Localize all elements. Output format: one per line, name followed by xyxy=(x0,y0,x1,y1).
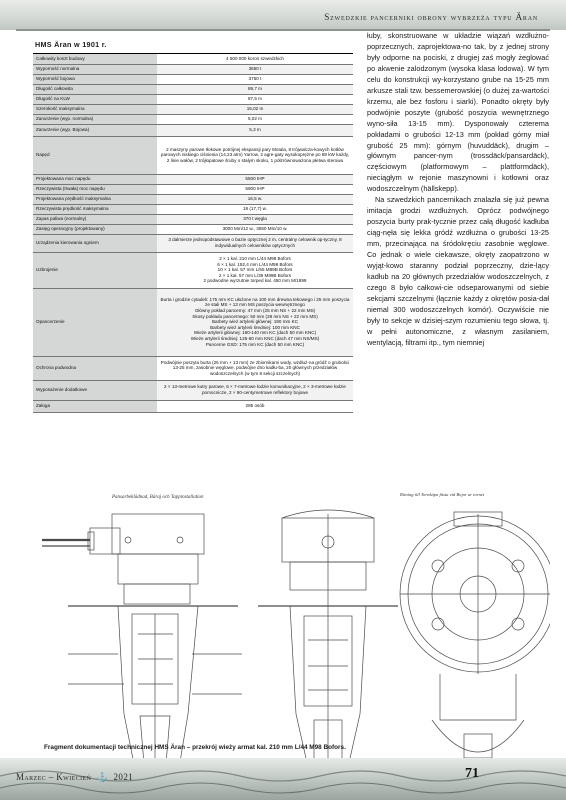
spec-label: Zapas paliwa (normalny) xyxy=(33,214,157,224)
spec-row xyxy=(33,74,353,84)
spec-value: 285 osób xyxy=(157,400,353,412)
spec-value: 18 (17,7) w. xyxy=(157,204,353,214)
running-title: Szwedzkie pancerniki obrony wybrzeża typu Äran xyxy=(324,12,538,22)
spec-row xyxy=(33,252,353,288)
spec-value: 2 × 13-metrowe kutry parowe, 6 × 7-metrowe łodzie komunikacyjne, 2 × 3-metrowe łodzie pomocnicze, 2 × 90-centymetrowe reflektory bojowe xyxy=(157,380,353,400)
anchor-icon: ⚓ xyxy=(93,772,111,782)
spec-label: Wyposażenie dodatkowe xyxy=(33,380,157,400)
spec-row xyxy=(33,64,353,74)
spec-row xyxy=(33,224,353,234)
spec-row xyxy=(33,114,353,124)
paragraph-1: łuby, skonstruowane w układzie wiązań wzdłużno-poprzecznych, zaprojektowa-no tak, by z jednej strony były odporne na pociski, z drugiej zaś mogły żeglować po akwenie zalodzonym (wysoka klasa lodowa). W tym celu do konstrukcji wy-korzystano grube na 15-25 mm arkusze stali tzw. bessemerowskiej (o dużej za-wartości krzemu, ale bez fosforu i siarki). Ponadto okręty były podwójnie poszyte (grubość poszycia wewnętrznego wyno-siła 13-15 mm). Dysponowały czterema pokładami o grubości 12-13 mm (pokład górny miał grubość 25 mm): górnym (huvuddäck), drugim – głównym pancer-nym (trossdäck/pansardäck), częściowym (platformowym – plattformdäck), nieciągłym w rejonie maszynowni i kotłowni oraz wodoszczelnym (hällskepp). xyxy=(367,31,549,194)
spec-value: Podwójnie poszyta burta (25 mm + 13 mm) ze zbiornikami wody, wzdłuż-na gródź o grubości 13-25 mm, zasobnie węglowe, podwójne dno kadłu-ba, 20 głównych przedziałów wodoszczelnych (w tym 8 sekcji szczelnych) xyxy=(157,356,353,380)
spec-label: Projektowana prędkość maksymalna xyxy=(33,194,157,204)
spec-value: 5900 IHP xyxy=(157,184,353,194)
spec-value: 5500 IHP xyxy=(157,174,353,184)
spec-label: Projektowana moc napędu xyxy=(33,174,157,184)
spec-label: Ochrona podwodna xyxy=(33,356,157,380)
spec-value: 3000 Mm/12 w., 3550 Mm/10 w. xyxy=(157,224,353,234)
spec-row xyxy=(33,204,353,214)
spec-row xyxy=(33,124,353,136)
spec-label: Rzeczywista prędkość maksymalna xyxy=(33,204,157,214)
specs-table-caption: HMS Äran w 1901 r. xyxy=(33,36,353,54)
spec-value: Burta i grodzie cytadeli: 175 mm KC ułożone na 100 mm drewna tekowego i 25 mm poszycia ze stali MS + 13 mm MS poszycia wewnętrznego Główny pokład pancerny: 47 mm (25 mm NS + 22 mm MS) Skosy pokładu pancernego: 50 mm (28 mm NS + 22 mm MS) Barbety wież artylerii głównej: 190 mm KC Barbety wież artylerii średniej: 100 mm KNC Wieże artylerii głównej: 190-140 mm KC (dach 50 mm KNC) Wieże artylerii średniej: 125-60 mm KNC (dach 47 mm NS/MS) Pancerne GSD: 175 mm KC (dach 50 mm KNC) xyxy=(157,288,353,356)
technical-drawing xyxy=(28,484,550,786)
issue-year: 2021 xyxy=(113,772,134,782)
spec-label: Uzbrojenie xyxy=(33,252,157,288)
spec-row xyxy=(33,356,353,380)
spec-label: Wyporność normalna xyxy=(33,64,157,74)
spec-value: 5,02 m xyxy=(157,114,353,124)
sheet2-title: Ritning till Tornkäpa fästa vid Bojor ur tornet xyxy=(400,492,485,497)
spec-row xyxy=(33,194,353,204)
spec-row xyxy=(33,136,353,174)
spec-label: Długość na KLW xyxy=(33,94,157,104)
spec-row xyxy=(33,380,353,400)
spec-label: Długość całkowita xyxy=(33,84,157,94)
spec-label: Całkowity koszt budowy xyxy=(33,54,157,64)
spec-value: 2 × 1 kal. 210 mm L/44 M98 Bofors 6 × 1 kal. 152,4 mm L/44 M98 Bofors 10 × 1 kal. 57 mm L/55 M89B Bofors 2 × 1 kal. 57 mm L/39 M89B Bofors 2 podwodne wyrzutnie torped kal. 450 mm M/1899 xyxy=(157,252,353,288)
spec-value: 3650 t xyxy=(157,64,353,74)
spec-row xyxy=(33,104,353,114)
spec-label: Wyporność bojowa xyxy=(33,74,157,84)
spec-value: 4 500 000 koron szwedzkich xyxy=(157,54,353,64)
spec-value: 370 t węgla xyxy=(157,214,353,224)
spec-label: Rzeczywista (trwała) moc napędu xyxy=(33,184,157,194)
spec-value: 89,7 m xyxy=(157,84,353,94)
figure-caption: Fragment dokumentacji technicznej HMS Äran – przekrój wieży armat kal. 210 mm L/44 M98 Bofors. xyxy=(44,744,346,751)
spec-row xyxy=(33,184,353,194)
spec-row xyxy=(33,214,353,224)
drawing-background xyxy=(28,484,550,786)
issue-months: Marzec – Kwiecień xyxy=(16,772,92,782)
spec-row xyxy=(33,234,353,252)
spec-label: Zanurzenie (wyp. normalna) xyxy=(33,114,157,124)
spec-value: 87,5 m xyxy=(157,94,353,104)
spec-row xyxy=(33,288,353,356)
spec-label: Urządzenia kierowania ogniem xyxy=(33,234,157,252)
spec-row xyxy=(33,54,353,64)
spec-label: Załoga xyxy=(33,400,157,412)
spec-value: 16,5 w. xyxy=(157,194,353,204)
spec-label: Opancerzenie xyxy=(33,288,157,356)
paragraph-2: Na szwedzkich pancernikach znalazła się już pewna imitacja grodzi wzdłużnych. Oprócz podwójnego poszycia burty prak-tycznie przez całą długość kadłuba ciąg-nęła się lekka gródź wzdłużna o grubości 13-25 mm, przecinająca na śródokręciu zasobnie węglowe. Co jednak o wiele ciekawsze, okręty zaopatrzono w wyjąt-kowo staranny podział poprzeczny, dzie-lący kadłub na 20 głównych przedziałów wodoszczelnych, z czego 8 było całkowi-cie odseparowanymi od siebie sekcjami szczelnymi (łącznie każdy z okrętów posia-dał niemal 300 wodoszczelnych komór). Oczywiście nie były to sekcje w dzisiej-szym rozumieniu tego słowa, tj. w pełni autonomiczne, z własnym zasilaniem, wentylacją, filtrami itp., tym niemniej xyxy=(367,195,549,347)
article-text-column xyxy=(367,31,549,349)
spec-row xyxy=(33,94,353,104)
issue-label xyxy=(16,772,133,783)
spec-row xyxy=(33,174,353,184)
spec-label: Zasięg operacyjny (projektowany) xyxy=(33,224,157,234)
spec-row xyxy=(33,84,353,94)
spec-label: Napęd xyxy=(33,136,157,174)
spec-label: Zanurzenie (wyp. Bojowa) xyxy=(33,124,157,136)
spec-value: 2 maszyny parowe tłokowe potrójnej ekspansji pary Motala, 8 trójwalcza-kowych kotłów parowych niskiego ciśnienia (14,23 atm) Yarrow, 2 agre-gaty wysokoprężne po 88 kW każdy, 2 linie wałów, 2 trójłopatowe śruby o stałym skoku, 1 półzrównoważona płetwa sterowa xyxy=(157,136,353,174)
spec-row xyxy=(33,400,353,412)
page-header xyxy=(0,0,566,34)
specs-table-block xyxy=(33,36,353,413)
spec-value: 15,02 m xyxy=(157,104,353,114)
spec-value: 5,3 m xyxy=(157,124,353,136)
spec-value: 3750 t xyxy=(157,74,353,84)
spec-value: 3 dalmierze jednopodstawowe o bazie optycznej 2 m, centralny celownik op-tyczny, 8 indywidualnych celowników optycznych xyxy=(157,234,353,252)
spec-label: Szerokość maksymalna xyxy=(33,104,157,114)
sheet1-title: Pansarbeklädnad, Bäraj och Tappinstallation xyxy=(112,495,204,500)
specs-table xyxy=(33,54,353,413)
page-number: 71 xyxy=(465,766,479,781)
